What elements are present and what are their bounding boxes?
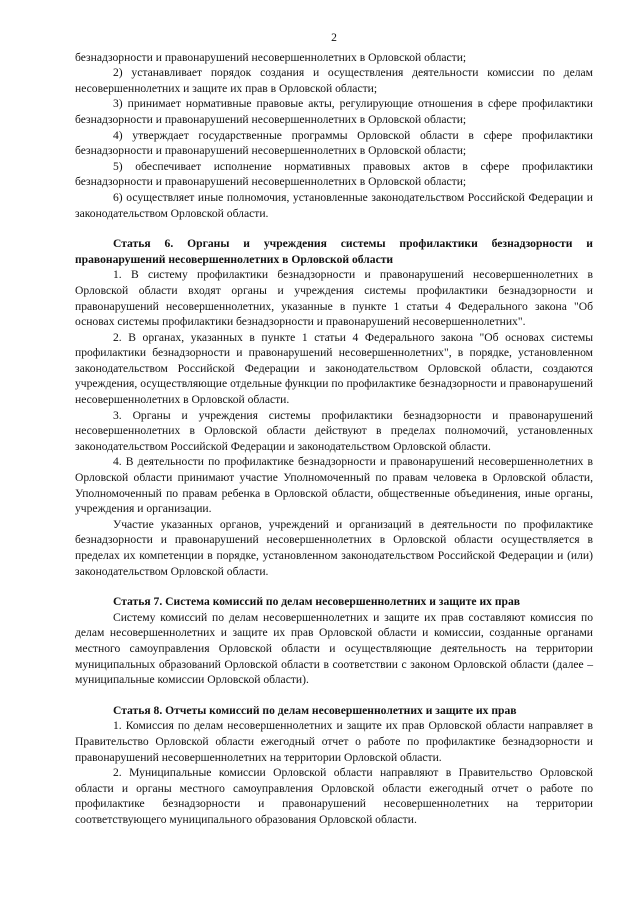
intro-paragraph: 3) принимает нормативные правовые акты, регулирующие отношения в сфере профилактики безнадзорности и правонарушений несовершеннолетних в Орловской области; xyxy=(75,97,593,126)
article-6-paragraph: 3. Органы и учреждения системы профилактики безнадзорности и правонарушений несовершеннолетних в Орловской области действуют в пределах полномочий, установленных законодательством Российской Федерации и законодательством Орловской области. xyxy=(75,408,593,453)
page-number: 2 xyxy=(331,31,337,44)
article-6-paragraph: 4. В деятельности по профилактике безнадзорности и правонарушений несовершеннолетних в Орловской области принимают участие Уполномоченный по правам человека в Орловской области, Уполномоченный по правам ребенка в Орловской области, общественные объединения, иные органы, учреждения и организации. xyxy=(75,455,593,516)
intro-paragraph: 4) утверждает государственные программы Орловской области в сфере профилактики безнадзорности и правонарушений несовершеннолетних в Орловской области; xyxy=(75,128,593,158)
intro-paragraph: 5) обеспечивает исполнение нормативных правовых актов в сфере профилактики безнадзорности и правонарушений несовершеннолетних в Орловской области; xyxy=(75,159,593,189)
document-page xyxy=(75,30,593,828)
article-7-paragraph: Систему комиссий по делам несовершеннолетних и защите их прав составляют комиссия по делам несовершеннолетних и защите их прав Орловской области и комиссии, созданные органами местного самоуправления Орловской области и осуществляющие деятельность на территории муниципальных образований Орловской области в соответствии с законом Орловской области (далее – муниципальные комиссии Орловской области). xyxy=(75,610,593,687)
article-6-paragraph: Участие указанных органов, учреждений и организаций в деятельности по профилактике безнадзорности и правонарушений несовершеннолетних в Орловской области осуществляется в пределах их компетенции в порядке, установленном законодательством Российской Федерации и (или) законодательством Орловской области. xyxy=(75,517,593,578)
article-6-section xyxy=(75,236,593,579)
intro-paragraph: 2) устанавливает порядок создания и осуществления деятельности комиссии по делам несовершеннолетних и защите их прав в Орловской области; xyxy=(75,66,593,95)
article-6-heading: Статья 6. Органы и учреждения системы профилактики безнадзорности и правонарушений несовершеннолетних в Орловской области xyxy=(75,237,593,266)
article-7-heading: Статья 7. Система комиссий по делам несовершеннолетних и защите их прав xyxy=(113,595,521,609)
article-8-section xyxy=(75,703,593,828)
intro-paragraph: 6) осуществляет иные полномочия, установленные законодательством Российской Федерации и законодательством Орловской области. xyxy=(75,190,593,220)
article-6-paragraph: 1. В систему профилактики безнадзорности и правонарушений несовершеннолетних в Орловской области входят органы и учреждения системы профилактики безнадзорности и правонарушений несовершеннолетних, указанные в пункте 1 статьи 4 Федерального закона "Об основах системы профилактики безнадзорности и правонарушений несовершеннолетних". xyxy=(75,268,593,329)
article-7-section xyxy=(75,594,593,688)
intro-section xyxy=(75,50,593,222)
article-8-heading: Статья 8. Отчеты комиссий по делам несовершеннолетних и защите их прав xyxy=(113,703,517,717)
intro-paragraph: безнадзорности и правонарушений несовершеннолетних в Орловской области; xyxy=(75,50,467,64)
article-6-paragraph: 2. В органах, указанных в пункте 1 статьи 4 Федерального закона "Об основах системы профилактики безнадзорности и правонарушений несовершеннолетних", в порядке, установленном законодательством Российской Федерации и законодательством Орловской области, создаются учреждения, осуществляющие отдельные функции по профилактике безнадзорности и правонарушений несовершеннолетних в Орловской области. xyxy=(75,330,593,407)
article-8-paragraph: 2. Муниципальные комиссии Орловской области направляют в Правительство Орловской области и органы местного самоуправления Орловской области ежегодный отчет о работе по профилактике безнадзорности и правонарушений несовершеннолетних на территории соответствующего муниципального образования Орловской области. xyxy=(75,766,593,826)
article-8-paragraph: 1. Комиссия по делам несовершеннолетних и защите их прав Орловской области направляет в Правительство Орловской области ежегодный отчет о работе по профилактике безнадзорности и правонарушений несовершеннолетних на территории Орловской области. xyxy=(75,719,593,764)
